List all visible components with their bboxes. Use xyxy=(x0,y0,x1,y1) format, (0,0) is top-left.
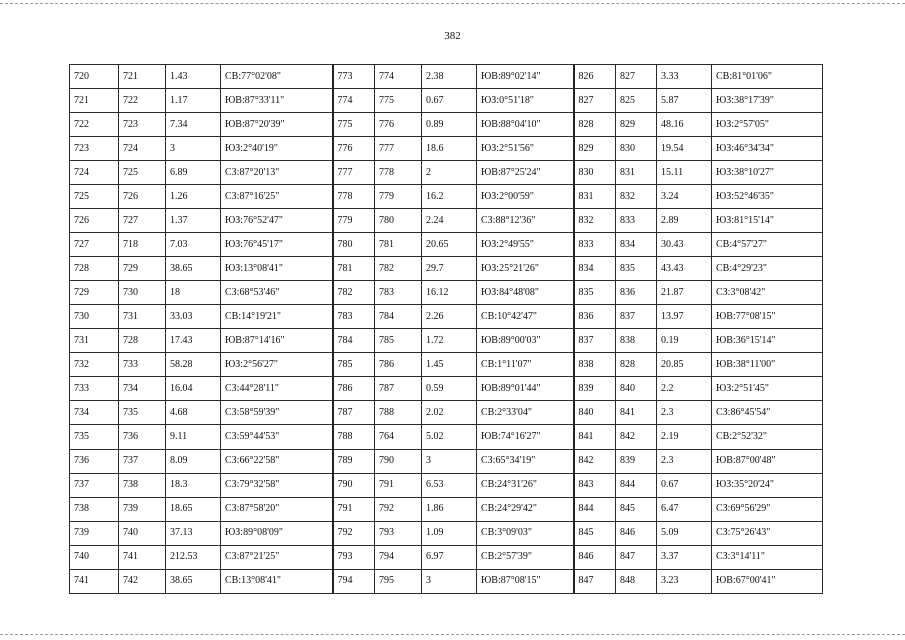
cell-to-point: 730 xyxy=(119,281,166,305)
cell-bearing: СЗ:3°08'42" xyxy=(712,281,823,305)
cell-from-point: 834 xyxy=(574,257,616,281)
cell-to-point: 825 xyxy=(616,89,657,113)
cell-from-point: 726 xyxy=(70,209,119,233)
cell-bearing: ЮЗ:2°00'59" xyxy=(477,185,574,209)
cell-bearing: СВ:2°57'39" xyxy=(477,545,574,569)
cell-to-point: 721 xyxy=(119,65,166,89)
cell-bearing: ЮЗ:0°51'18" xyxy=(477,89,574,113)
cell-bearing: ЮЗ:76°45'17" xyxy=(221,233,333,257)
cell-from-point: 788 xyxy=(333,425,375,449)
cell-length: 15.11 xyxy=(657,161,712,185)
cell-to-point: 795 xyxy=(375,569,422,593)
cell-bearing: ЮЗ:89°08'09" xyxy=(221,521,333,545)
cell-bearing: ЮЗ:13°08'41" xyxy=(221,257,333,281)
cell-bearing: ЮВ:87°20'39" xyxy=(221,113,333,137)
cell-to-point: 794 xyxy=(375,545,422,569)
cell-bearing: СВ:24°29'42" xyxy=(477,497,574,521)
cell-from-point: 793 xyxy=(333,545,375,569)
cell-from-point: 827 xyxy=(574,89,616,113)
cell-length: 8.09 xyxy=(166,449,221,473)
cell-to-point: 828 xyxy=(616,353,657,377)
cell-from-point: 730 xyxy=(70,305,119,329)
table-row xyxy=(70,449,823,473)
scan-bottom-edge xyxy=(0,634,905,635)
cell-from-point: 784 xyxy=(333,329,375,353)
cell-from-point: 841 xyxy=(574,425,616,449)
cell-bearing: СЗ:87°58'20" xyxy=(221,497,333,521)
cell-to-point: 737 xyxy=(119,449,166,473)
cell-from-point: 828 xyxy=(574,113,616,137)
cell-to-point: 838 xyxy=(616,329,657,353)
cell-length: 1.86 xyxy=(422,497,477,521)
cell-bearing: СЗ:88°12'36" xyxy=(477,209,574,233)
cell-bearing: СЗ:59°44'53" xyxy=(221,425,333,449)
cell-to-point: 827 xyxy=(616,65,657,89)
cell-length: 6.89 xyxy=(166,161,221,185)
cell-to-point: 777 xyxy=(375,137,422,161)
cell-to-point: 784 xyxy=(375,305,422,329)
cell-to-point: 776 xyxy=(375,113,422,137)
cell-bearing: ЮВ:74°16'27" xyxy=(477,425,574,449)
cell-length: 18.65 xyxy=(166,497,221,521)
cell-bearing: СВ:3°09'03" xyxy=(477,521,574,545)
cell-to-point: 788 xyxy=(375,401,422,425)
cell-from-point: 727 xyxy=(70,233,119,257)
cell-to-point: 726 xyxy=(119,185,166,209)
cell-bearing: СВ:81°01'06" xyxy=(712,65,823,89)
cell-to-point: 848 xyxy=(616,569,657,593)
table-row xyxy=(70,161,823,185)
cell-to-point: 741 xyxy=(119,545,166,569)
cell-to-point: 844 xyxy=(616,473,657,497)
cell-length: 18.6 xyxy=(422,137,477,161)
cell-length: 38.65 xyxy=(166,257,221,281)
cell-length: 0.67 xyxy=(657,473,712,497)
table-row xyxy=(70,305,823,329)
cell-from-point: 786 xyxy=(333,377,375,401)
cell-length: 2.38 xyxy=(422,65,477,89)
cell-from-point: 843 xyxy=(574,473,616,497)
cell-length: 16.04 xyxy=(166,377,221,401)
cell-from-point: 782 xyxy=(333,281,375,305)
cell-bearing: ЮВ:87°00'48" xyxy=(712,449,823,473)
cell-from-point: 837 xyxy=(574,329,616,353)
cell-to-point: 718 xyxy=(119,233,166,257)
cell-length: 21.87 xyxy=(657,281,712,305)
cell-bearing: ЮЗ:2°49'55" xyxy=(477,233,574,257)
cell-to-point: 736 xyxy=(119,425,166,449)
cell-length: 20.65 xyxy=(422,233,477,257)
cell-length: 3.37 xyxy=(657,545,712,569)
cell-from-point: 721 xyxy=(70,89,119,113)
cell-to-point: 830 xyxy=(616,137,657,161)
cell-to-point: 739 xyxy=(119,497,166,521)
cell-to-point: 847 xyxy=(616,545,657,569)
cell-bearing: ЮЗ:76°52'47" xyxy=(221,209,333,233)
cell-bearing: ЮВ:87°08'15" xyxy=(477,569,574,593)
cell-from-point: 728 xyxy=(70,257,119,281)
cell-length: 2.02 xyxy=(422,401,477,425)
table-row xyxy=(70,329,823,353)
cell-length: 2.2 xyxy=(657,377,712,401)
cell-to-point: 782 xyxy=(375,257,422,281)
cell-from-point: 835 xyxy=(574,281,616,305)
cell-from-point: 729 xyxy=(70,281,119,305)
table-body xyxy=(70,65,823,594)
cell-to-point: 725 xyxy=(119,161,166,185)
cell-length: 58.28 xyxy=(166,353,221,377)
cell-length: 2.26 xyxy=(422,305,477,329)
cell-length: 9.11 xyxy=(166,425,221,449)
table-row xyxy=(70,209,823,233)
cell-bearing: ЮВ:87°25'24" xyxy=(477,161,574,185)
cell-from-point: 733 xyxy=(70,377,119,401)
cell-bearing: СЗ:68°53'46" xyxy=(221,281,333,305)
cell-to-point: 835 xyxy=(616,257,657,281)
cell-to-point: 791 xyxy=(375,473,422,497)
cell-length: 29.7 xyxy=(422,257,477,281)
cell-to-point: 783 xyxy=(375,281,422,305)
cell-from-point: 775 xyxy=(333,113,375,137)
cell-to-point: 790 xyxy=(375,449,422,473)
cell-bearing: ЮЗ:2°40'19" xyxy=(221,137,333,161)
cell-to-point: 764 xyxy=(375,425,422,449)
cell-from-point: 738 xyxy=(70,497,119,521)
cell-length: 43.43 xyxy=(657,257,712,281)
cell-to-point: 793 xyxy=(375,521,422,545)
cell-bearing: СВ:4°57'27" xyxy=(712,233,823,257)
cell-length: 0.59 xyxy=(422,377,477,401)
cell-to-point: 734 xyxy=(119,377,166,401)
table-row xyxy=(70,281,823,305)
cell-length: 37.13 xyxy=(166,521,221,545)
cell-from-point: 724 xyxy=(70,161,119,185)
cell-bearing: ЮВ:88°04'10" xyxy=(477,113,574,137)
cell-bearing: СВ:1°11'07" xyxy=(477,353,574,377)
cell-from-point: 832 xyxy=(574,209,616,233)
cell-from-point: 790 xyxy=(333,473,375,497)
cell-to-point: 780 xyxy=(375,209,422,233)
cell-to-point: 846 xyxy=(616,521,657,545)
cell-bearing: ЮЗ:52°46'35" xyxy=(712,185,823,209)
table-row xyxy=(70,545,823,569)
cell-from-point: 830 xyxy=(574,161,616,185)
cell-length: 1.09 xyxy=(422,521,477,545)
cell-bearing: СВ:24°31'26" xyxy=(477,473,574,497)
cell-to-point: 832 xyxy=(616,185,657,209)
cell-length: 17.43 xyxy=(166,329,221,353)
cell-from-point: 739 xyxy=(70,521,119,545)
cell-from-point: 722 xyxy=(70,113,119,137)
cell-length: 0.67 xyxy=(422,89,477,113)
cell-from-point: 840 xyxy=(574,401,616,425)
cell-from-point: 776 xyxy=(333,137,375,161)
cell-from-point: 789 xyxy=(333,449,375,473)
cell-length: 1.37 xyxy=(166,209,221,233)
survey-coordinates-table xyxy=(69,64,823,594)
cell-from-point: 791 xyxy=(333,497,375,521)
cell-from-point: 833 xyxy=(574,233,616,257)
cell-from-point: 847 xyxy=(574,569,616,593)
cell-length: 7.34 xyxy=(166,113,221,137)
cell-from-point: 826 xyxy=(574,65,616,89)
cell-bearing: СЗ:87°20'13" xyxy=(221,161,333,185)
cell-length: 18.3 xyxy=(166,473,221,497)
cell-bearing: ЮЗ:25°21'26" xyxy=(477,257,574,281)
cell-to-point: 831 xyxy=(616,161,657,185)
cell-to-point: 834 xyxy=(616,233,657,257)
cell-from-point: 787 xyxy=(333,401,375,425)
cell-length: 3 xyxy=(422,569,477,593)
cell-to-point: 723 xyxy=(119,113,166,137)
cell-length: 1.72 xyxy=(422,329,477,353)
cell-length: 2 xyxy=(422,161,477,185)
cell-length: 3 xyxy=(422,449,477,473)
cell-bearing: СЗ:75°26'43" xyxy=(712,521,823,545)
cell-bearing: ЮВ:67°00'41" xyxy=(712,569,823,593)
table-row xyxy=(70,521,823,545)
cell-from-point: 774 xyxy=(333,89,375,113)
cell-from-point: 732 xyxy=(70,353,119,377)
table-row xyxy=(70,497,823,521)
cell-bearing: ЮЗ:84°48'08" xyxy=(477,281,574,305)
cell-length: 6.97 xyxy=(422,545,477,569)
cell-length: 2.3 xyxy=(657,449,712,473)
cell-to-point: 728 xyxy=(119,329,166,353)
cell-length: 19.54 xyxy=(657,137,712,161)
cell-bearing: СВ:10°42'47" xyxy=(477,305,574,329)
cell-bearing: СЗ:3°14'11" xyxy=(712,545,823,569)
table-row xyxy=(70,473,823,497)
cell-bearing: ЮЗ:38°10'27" xyxy=(712,161,823,185)
cell-bearing: ЮВ:38°11'00" xyxy=(712,353,823,377)
table-row xyxy=(70,233,823,257)
cell-bearing: СЗ:44°28'11" xyxy=(221,377,333,401)
cell-from-point: 736 xyxy=(70,449,119,473)
cell-length: 6.47 xyxy=(657,497,712,521)
cell-bearing: ЮВ:77°08'15" xyxy=(712,305,823,329)
cell-from-point: 839 xyxy=(574,377,616,401)
cell-to-point: 792 xyxy=(375,497,422,521)
cell-to-point: 735 xyxy=(119,401,166,425)
cell-from-point: 831 xyxy=(574,185,616,209)
cell-bearing: СЗ:58°59'39" xyxy=(221,401,333,425)
table-row xyxy=(70,353,823,377)
cell-bearing: СЗ:66°22'58" xyxy=(221,449,333,473)
cell-to-point: 731 xyxy=(119,305,166,329)
cell-from-point: 740 xyxy=(70,545,119,569)
table-row xyxy=(70,401,823,425)
cell-length: 3.23 xyxy=(657,569,712,593)
cell-bearing: ЮЗ:35°20'24" xyxy=(712,473,823,497)
cell-from-point: 781 xyxy=(333,257,375,281)
table-row xyxy=(70,425,823,449)
table-row xyxy=(70,569,823,593)
cell-to-point: 738 xyxy=(119,473,166,497)
cell-from-point: 720 xyxy=(70,65,119,89)
cell-from-point: 845 xyxy=(574,521,616,545)
cell-length: 1.17 xyxy=(166,89,221,113)
cell-length: 212.53 xyxy=(166,545,221,569)
cell-from-point: 783 xyxy=(333,305,375,329)
cell-bearing: ЮЗ:2°51'56" xyxy=(477,137,574,161)
cell-bearing: ЮВ:89°00'03" xyxy=(477,329,574,353)
cell-to-point: 787 xyxy=(375,377,422,401)
cell-to-point: 781 xyxy=(375,233,422,257)
cell-to-point: 841 xyxy=(616,401,657,425)
cell-bearing: ЮЗ:81°15'14" xyxy=(712,209,823,233)
cell-from-point: 844 xyxy=(574,497,616,521)
cell-from-point: 838 xyxy=(574,353,616,377)
cell-from-point: 741 xyxy=(70,569,119,593)
cell-bearing: ЮЗ:2°57'05" xyxy=(712,113,823,137)
cell-to-point: 729 xyxy=(119,257,166,281)
cell-bearing: СЗ:79°32'58" xyxy=(221,473,333,497)
cell-to-point: 786 xyxy=(375,353,422,377)
cell-to-point: 774 xyxy=(375,65,422,89)
cell-bearing: СВ:13°08'41" xyxy=(221,569,333,593)
cell-to-point: 724 xyxy=(119,137,166,161)
cell-bearing: ЮВ:36°15'14" xyxy=(712,329,823,353)
cell-from-point: 846 xyxy=(574,545,616,569)
cell-length: 6.53 xyxy=(422,473,477,497)
cell-from-point: 779 xyxy=(333,209,375,233)
cell-bearing: СЗ:86°45'54" xyxy=(712,401,823,425)
cell-bearing: СЗ:65°34'19" xyxy=(477,449,574,473)
cell-from-point: 792 xyxy=(333,521,375,545)
cell-from-point: 829 xyxy=(574,137,616,161)
cell-from-point: 725 xyxy=(70,185,119,209)
cell-to-point: 733 xyxy=(119,353,166,377)
cell-bearing: ЮВ:87°14'16" xyxy=(221,329,333,353)
cell-bearing: ЮЗ:38°17'39" xyxy=(712,89,823,113)
cell-from-point: 735 xyxy=(70,425,119,449)
cell-bearing: ЮЗ:46°34'34" xyxy=(712,137,823,161)
cell-length: 2.89 xyxy=(657,209,712,233)
cell-bearing: ЮВ:87°33'11" xyxy=(221,89,333,113)
cell-length: 2.19 xyxy=(657,425,712,449)
cell-bearing: ЮЗ:2°51'45" xyxy=(712,377,823,401)
page-number: 382 xyxy=(444,30,461,42)
cell-length: 16.12 xyxy=(422,281,477,305)
table-row xyxy=(70,65,823,89)
table-row xyxy=(70,377,823,401)
cell-length: 30.43 xyxy=(657,233,712,257)
cell-to-point: 839 xyxy=(616,449,657,473)
cell-from-point: 785 xyxy=(333,353,375,377)
scan-top-edge xyxy=(0,3,905,4)
cell-from-point: 794 xyxy=(333,569,375,593)
cell-length: 1.43 xyxy=(166,65,221,89)
cell-to-point: 840 xyxy=(616,377,657,401)
cell-bearing: ЮВ:89°01'44" xyxy=(477,377,574,401)
cell-to-point: 833 xyxy=(616,209,657,233)
cell-length: 18 xyxy=(166,281,221,305)
cell-bearing: СВ:77°02'08" xyxy=(221,65,333,89)
cell-bearing: ЮВ:89°02'14" xyxy=(477,65,574,89)
cell-from-point: 723 xyxy=(70,137,119,161)
cell-length: 0.89 xyxy=(422,113,477,137)
cell-from-point: 780 xyxy=(333,233,375,257)
cell-length: 38.65 xyxy=(166,569,221,593)
cell-from-point: 773 xyxy=(333,65,375,89)
cell-bearing: СЗ:69°56'29" xyxy=(712,497,823,521)
cell-bearing: СВ:14°19'21" xyxy=(221,305,333,329)
cell-from-point: 737 xyxy=(70,473,119,497)
cell-length: 5.02 xyxy=(422,425,477,449)
cell-to-point: 775 xyxy=(375,89,422,113)
cell-length: 3.24 xyxy=(657,185,712,209)
cell-from-point: 778 xyxy=(333,185,375,209)
cell-from-point: 734 xyxy=(70,401,119,425)
cell-length: 5.87 xyxy=(657,89,712,113)
cell-to-point: 837 xyxy=(616,305,657,329)
cell-length: 1.26 xyxy=(166,185,221,209)
cell-bearing: СВ:4°29'23" xyxy=(712,257,823,281)
cell-from-point: 731 xyxy=(70,329,119,353)
cell-to-point: 845 xyxy=(616,497,657,521)
cell-length: 16.2 xyxy=(422,185,477,209)
table-row xyxy=(70,89,823,113)
cell-bearing: СЗ:87°16'25" xyxy=(221,185,333,209)
cell-from-point: 836 xyxy=(574,305,616,329)
table-row xyxy=(70,185,823,209)
cell-bearing: СВ:2°33'04" xyxy=(477,401,574,425)
table-row xyxy=(70,257,823,281)
cell-to-point: 842 xyxy=(616,425,657,449)
cell-length: 3 xyxy=(166,137,221,161)
cell-bearing: ЮЗ:2°56'27" xyxy=(221,353,333,377)
cell-length: 33.03 xyxy=(166,305,221,329)
table-row xyxy=(70,137,823,161)
cell-to-point: 829 xyxy=(616,113,657,137)
cell-length: 3.33 xyxy=(657,65,712,89)
cell-length: 13.97 xyxy=(657,305,712,329)
cell-to-point: 779 xyxy=(375,185,422,209)
cell-length: 0.19 xyxy=(657,329,712,353)
cell-length: 20.85 xyxy=(657,353,712,377)
cell-from-point: 842 xyxy=(574,449,616,473)
cell-to-point: 785 xyxy=(375,329,422,353)
cell-to-point: 836 xyxy=(616,281,657,305)
cell-from-point: 777 xyxy=(333,161,375,185)
cell-length: 2.3 xyxy=(657,401,712,425)
cell-length: 48.16 xyxy=(657,113,712,137)
cell-bearing: СЗ:87°21'25" xyxy=(221,545,333,569)
cell-length: 5.09 xyxy=(657,521,712,545)
cell-to-point: 722 xyxy=(119,89,166,113)
table-row xyxy=(70,113,823,137)
cell-length: 1.45 xyxy=(422,353,477,377)
cell-length: 4.68 xyxy=(166,401,221,425)
cell-length: 2.24 xyxy=(422,209,477,233)
cell-to-point: 727 xyxy=(119,209,166,233)
cell-to-point: 742 xyxy=(119,569,166,593)
cell-length: 7.03 xyxy=(166,233,221,257)
cell-to-point: 778 xyxy=(375,161,422,185)
cell-to-point: 740 xyxy=(119,521,166,545)
cell-bearing: СВ:2°52'32" xyxy=(712,425,823,449)
